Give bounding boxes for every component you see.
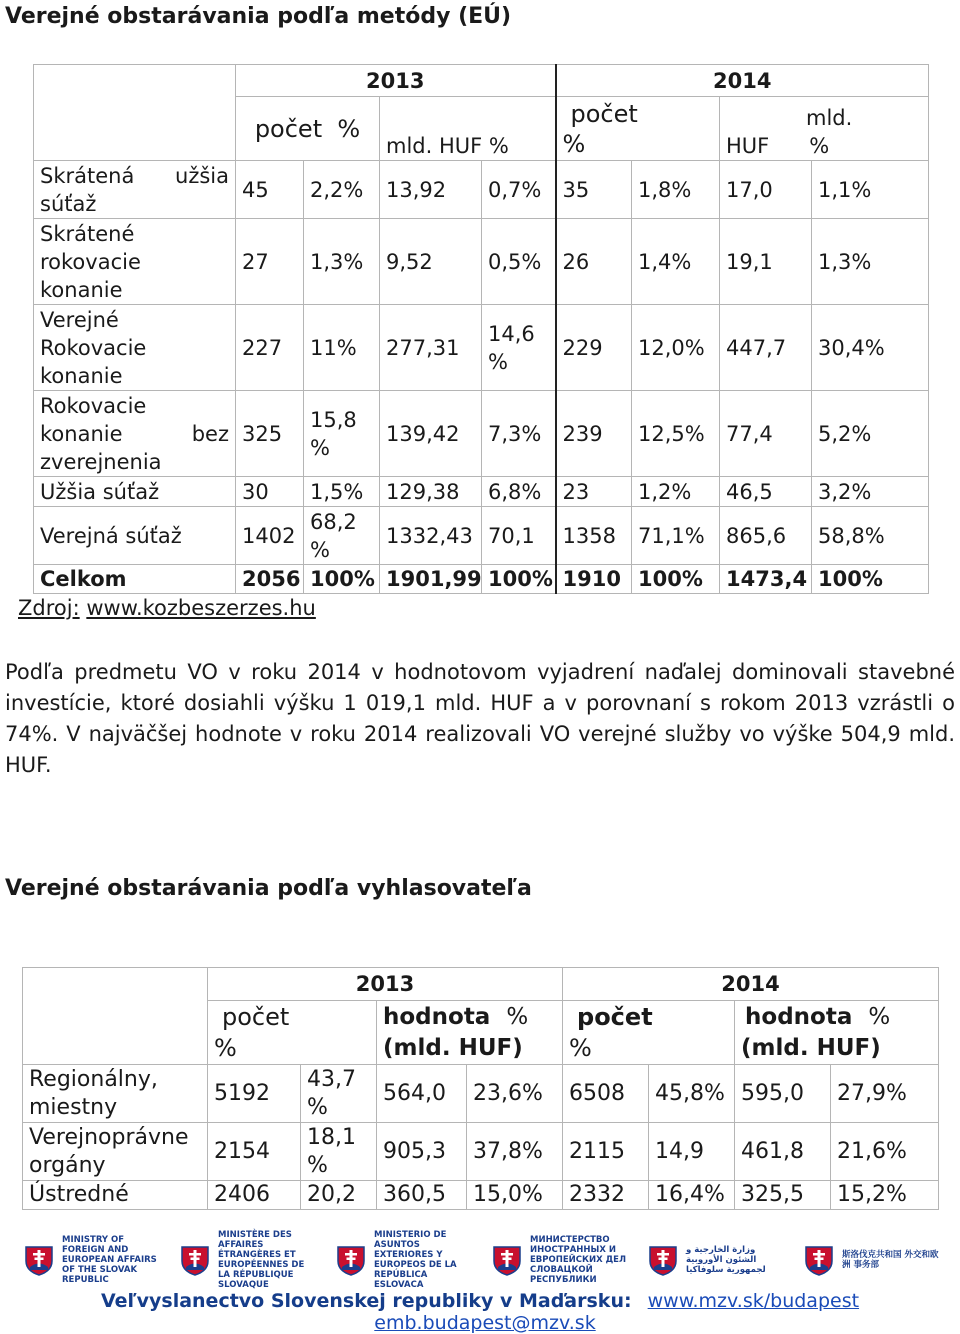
source-label: Zdroj: xyxy=(18,596,80,620)
table-cell: 129,38 xyxy=(380,477,482,507)
table-cell: 1,3% xyxy=(812,219,929,305)
table-cell: 6508 xyxy=(563,1065,649,1123)
table-cell: 58,8% xyxy=(812,507,929,565)
table-cell: 20,2 xyxy=(301,1181,377,1210)
table-cell: 1,8% xyxy=(632,161,720,219)
table-cell: 1,1% xyxy=(812,161,929,219)
table-cell: 1473,4 xyxy=(720,565,812,594)
row-label: Verejnoprávne orgány xyxy=(23,1123,208,1181)
row-label: Skrátené rokovacie konanie xyxy=(34,219,236,305)
table-cell: 68,2 % xyxy=(304,507,380,565)
col2-header-pocet-2014: počet % xyxy=(563,1001,735,1065)
table-cell: 19,1 xyxy=(720,219,812,305)
slovak-coat-of-arms-icon xyxy=(490,1243,524,1277)
table-cell: 11% xyxy=(304,305,380,391)
table-cell: 23 xyxy=(556,477,632,507)
logo-text: 斯洛伐克共和国 外交和欧洲 事务部 xyxy=(842,1250,939,1270)
table-cell: 16,4% xyxy=(649,1181,735,1210)
table-cell: 43,7 % xyxy=(301,1065,377,1123)
table-by-method xyxy=(33,64,929,594)
table-cell: 30,4% xyxy=(812,305,929,391)
col2-header-pocet-2013: počet % xyxy=(208,1001,377,1065)
row-label: Užšia súťaž xyxy=(34,477,236,507)
section-title-contracting-authority: Verejné obstarávania podľa vyhlasovateľa xyxy=(5,876,532,901)
table-cell: 15,0% xyxy=(467,1181,563,1210)
table-cell: 139,42 xyxy=(380,391,482,477)
col-header-mld-huf-2014: mld. HUF % xyxy=(720,97,929,161)
logo-text: MINISTRY OF FOREIGN AND EUROPEAN AFFAIRS OF THE SLOVAK REPUBLIC xyxy=(62,1235,157,1285)
table-cell: 15,2% xyxy=(831,1181,939,1210)
table-cell: 100% xyxy=(812,565,929,594)
table-cell: 12,5% xyxy=(632,391,720,477)
table-cell: 1,5% xyxy=(304,477,380,507)
table-cell: 45 xyxy=(236,161,304,219)
body-paragraph: Podľa predmetu VO v roku 2014 v hodnotovom vyjadrení naďalej dominovali stavebné investície, ktoré dosiahli výšku 1 019,1 mld. HUF a v porovnaní s rokom 2013 vzrástli o 74%. V najväčšej hodnote v roku 2014 realizovali VO verejné služby vo výške 504,9 mld. HUF. xyxy=(5,660,955,777)
table-cell: 5,2% xyxy=(812,391,929,477)
table-cell: 2,2% xyxy=(304,161,380,219)
table-cell: 1,4% xyxy=(632,219,720,305)
year-2014-header: 2014 xyxy=(556,65,929,97)
table-row xyxy=(23,1181,939,1210)
row-label: Celkom xyxy=(34,565,236,594)
table-cell: 2332 xyxy=(563,1181,649,1210)
row-label: Verejné Rokovacie konanie xyxy=(34,305,236,391)
table-cell: 17,0 xyxy=(720,161,812,219)
logo-text: MINISTERIO DE ASUNTOS EXTERIORES Y EUROPEOS DE LA REPÚBLICA ESLOVACA xyxy=(374,1230,457,1290)
row-label: Verejná súťaž xyxy=(34,507,236,565)
table-cell: 3,2% xyxy=(812,477,929,507)
ministry-logo xyxy=(802,1235,942,1285)
table-cell: 27 xyxy=(236,219,304,305)
header-empty-cell-2 xyxy=(23,968,208,1065)
table-cell: 100% xyxy=(304,565,380,594)
table-cell: 14,9 xyxy=(649,1123,735,1181)
table-row xyxy=(34,477,929,507)
ministry-logo xyxy=(334,1230,474,1290)
col2-header-hodnota-2014: hodnota % (mld. HUF) xyxy=(735,1001,939,1065)
table-cell: 6,8% xyxy=(482,477,556,507)
year-2014-header-2: 2014 xyxy=(563,968,939,1001)
table-cell: 905,3 xyxy=(377,1123,467,1181)
logo-text: МИНИСТЕРСТВО ИНОСТРАННЫХ И ЕВРОПЕЙСКИХ ДЕЛ СЛОВАЦКОЙ РЕСПУБЛИКИ xyxy=(530,1235,627,1285)
table-cell: 2056 xyxy=(236,565,304,594)
table-cell: 13,92 xyxy=(380,161,482,219)
table-cell: 77,4 xyxy=(720,391,812,477)
table-cell: 2154 xyxy=(208,1123,301,1181)
table-cell: 100% xyxy=(632,565,720,594)
table-row xyxy=(34,391,929,477)
section-title-method: Verejné obstarávania podľa metódy (EÚ) xyxy=(5,4,512,29)
table-cell: 1332,43 xyxy=(380,507,482,565)
embassy-name: Veľvyslanectvo Slovenskej republiky v Maďarsku: xyxy=(100,1290,632,1312)
table-cell: 277,31 xyxy=(380,305,482,391)
table-row xyxy=(23,1065,939,1123)
footer-contact xyxy=(0,1290,960,1334)
slovak-coat-of-arms-icon xyxy=(802,1243,836,1277)
table2-header-years xyxy=(23,968,939,1001)
row-label: Skrátená užšia súťaž xyxy=(34,161,236,219)
table-cell: 461,8 xyxy=(735,1123,831,1181)
table-cell: 1910 xyxy=(556,565,632,594)
table-cell: 100% xyxy=(482,565,556,594)
footer-logos xyxy=(22,1230,942,1290)
table-cell: 18,1 % xyxy=(301,1123,377,1181)
table-cell: 5192 xyxy=(208,1065,301,1123)
table-cell: 26 xyxy=(556,219,632,305)
table-cell: 325 xyxy=(236,391,304,477)
table-cell: 14,6 % xyxy=(482,305,556,391)
row-label: Regionálny, miestny xyxy=(23,1065,208,1123)
table-cell: 15,8 % xyxy=(304,391,380,477)
table-cell: 0,5% xyxy=(482,219,556,305)
table-cell: 229 xyxy=(556,305,632,391)
year-2013-header: 2013 xyxy=(236,65,556,97)
table-cell: 595,0 xyxy=(735,1065,831,1123)
col-header-pocet-2014: počet % xyxy=(556,97,720,161)
ministry-logo xyxy=(178,1230,318,1290)
table-cell: 70,1 xyxy=(482,507,556,565)
table-row xyxy=(34,507,929,565)
table-cell: 1358 xyxy=(556,507,632,565)
ministry-logo xyxy=(490,1235,630,1285)
table-cell: 1402 xyxy=(236,507,304,565)
col2-header-hodnota-2013: hodnota % (mld. HUF) xyxy=(377,1001,563,1065)
web-link[interactable]: www.mzv.sk/budapest xyxy=(647,1290,860,1312)
ministry-logo xyxy=(22,1235,162,1285)
row-label: Ústredné xyxy=(23,1181,208,1210)
table-row xyxy=(34,305,929,391)
table-cell: 2406 xyxy=(208,1181,301,1210)
header-empty-cell xyxy=(34,65,236,161)
table-by-authority xyxy=(22,967,939,1210)
ministry-logo xyxy=(646,1235,786,1285)
table-cell: 1,3% xyxy=(304,219,380,305)
table-cell: 35 xyxy=(556,161,632,219)
table-cell: 1,2% xyxy=(632,477,720,507)
logo-text: MINISTÈRE DES AFFAIRES ÉTRANGÈRES ET EUROPÉENNES DE LA RÉPUBLIQUE SLOVAQUE xyxy=(218,1230,305,1290)
table-cell: 239 xyxy=(556,391,632,477)
table-row xyxy=(23,1123,939,1181)
col-header-mld-huf-2013: mld. HUF % xyxy=(380,97,556,161)
table-cell: 46,5 xyxy=(720,477,812,507)
table-cell: 227 xyxy=(236,305,304,391)
table-cell: 23,6% xyxy=(467,1065,563,1123)
table-cell: 27,9% xyxy=(831,1065,939,1123)
source-line xyxy=(18,596,316,620)
table-cell: 7,3% xyxy=(482,391,556,477)
table-header-years xyxy=(34,65,929,97)
table-cell: 360,5 xyxy=(377,1181,467,1210)
table-cell: 71,1% xyxy=(632,507,720,565)
table-row xyxy=(34,565,929,594)
table-cell: 564,0 xyxy=(377,1065,467,1123)
table-cell: 865,6 xyxy=(720,507,812,565)
table-cell: 447,7 xyxy=(720,305,812,391)
table-cell: 9,52 xyxy=(380,219,482,305)
row-label: Rokovacie konanie bez zverejnenia xyxy=(34,391,236,477)
year-2013-header-2: 2013 xyxy=(208,968,563,1001)
table-cell: 1901,99 xyxy=(380,565,482,594)
table-cell: 325,5 xyxy=(735,1181,831,1210)
table-cell: 12,0% xyxy=(632,305,720,391)
source-link[interactable]: www.kozbeszerzes.hu xyxy=(86,596,316,620)
slovak-coat-of-arms-icon xyxy=(22,1243,56,1277)
slovak-coat-of-arms-icon xyxy=(646,1243,680,1277)
slovak-coat-of-arms-icon xyxy=(178,1243,212,1277)
email-link[interactable]: emb.budapest@mzv.sk xyxy=(374,1312,596,1334)
table-cell: 37,8% xyxy=(467,1123,563,1181)
slovak-coat-of-arms-icon xyxy=(334,1243,368,1277)
table-row xyxy=(34,161,929,219)
table-cell: 0,7% xyxy=(482,161,556,219)
table-cell: 2115 xyxy=(563,1123,649,1181)
table-cell: 30 xyxy=(236,477,304,507)
col-header-pocet-pct-2013: počet % xyxy=(236,97,380,161)
table-row xyxy=(34,219,929,305)
table-cell: 21,6% xyxy=(831,1123,939,1181)
table-cell: 45,8% xyxy=(649,1065,735,1123)
logo-text: وزارة الخارجية و الشئون الأوروبية لجمهورية سلوفاكيا xyxy=(686,1245,766,1275)
